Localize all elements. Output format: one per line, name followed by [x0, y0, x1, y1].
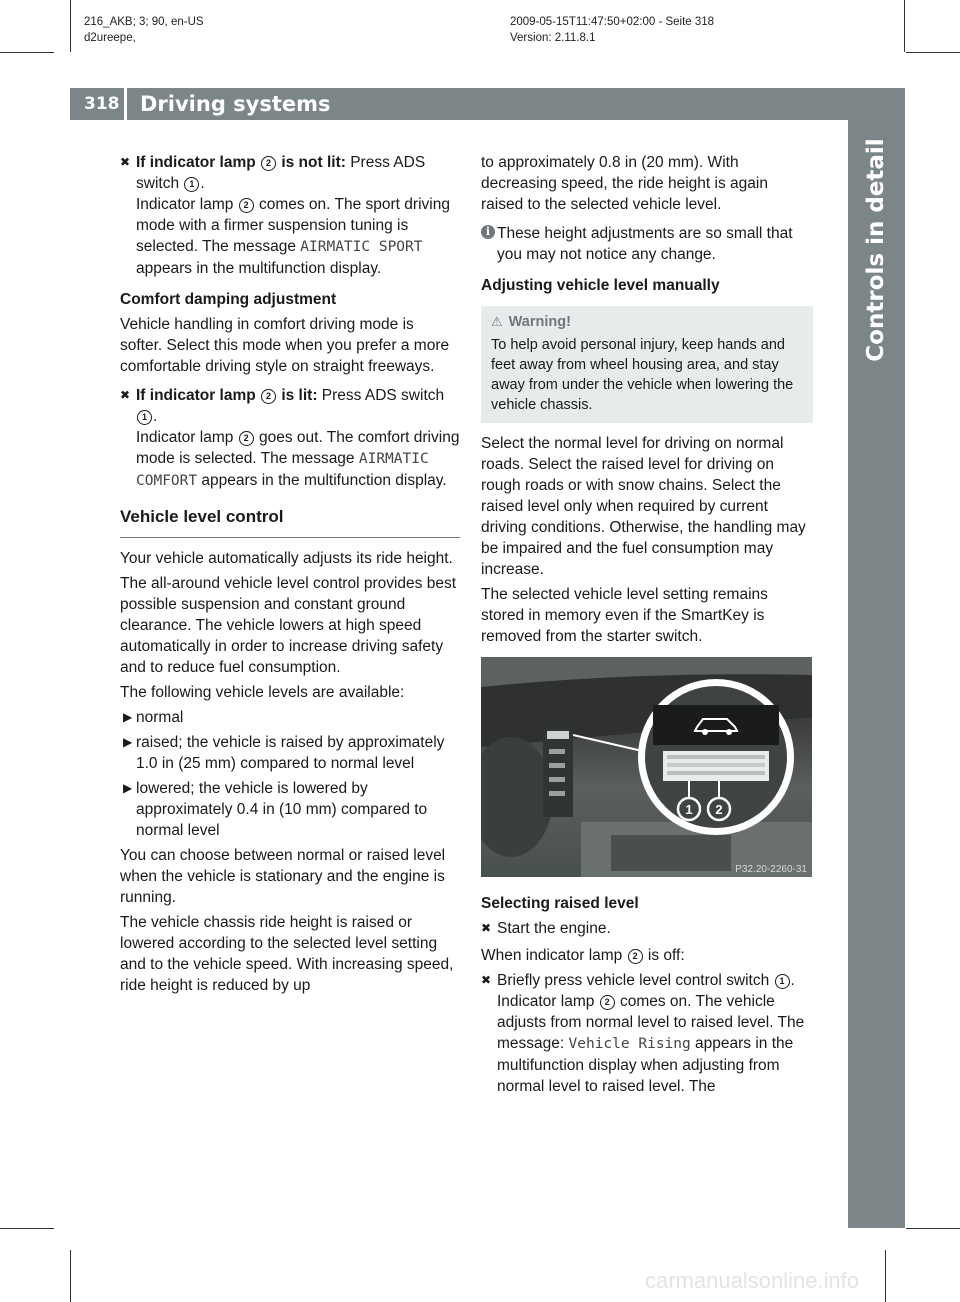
text-fragment: When indicator lamp	[481, 947, 627, 964]
list-item	[120, 778, 460, 841]
paragraph: The all-around vehicle level control provides best possible suspension and constant ground clearance. The vehicle lowers at high speed automatically in order to increase driving safety and to reduce fuel consumption.	[120, 575, 457, 676]
step-text: Indicator lamp	[136, 196, 238, 213]
display-message: AIRMATIC SPORT	[300, 239, 423, 255]
info-text: These height adjustments are so small that you may not notice any change.	[497, 225, 793, 263]
step-text: Start the engine.	[497, 920, 611, 937]
step-text: comes on. The vehicle adjusts from normal level to raised level. The message:	[497, 993, 805, 1052]
paragraph: The selected vehicle level setting remains stored in memory even if the SmartKey is removed from the starter switch.	[481, 586, 768, 645]
step-text: Indicator lamp	[136, 429, 238, 446]
callout-number: 2	[239, 431, 254, 446]
subheading: Adjusting vehicle level manually	[481, 277, 720, 294]
dashboard-photo	[481, 657, 812, 877]
step-text: Indicator lamp	[497, 993, 599, 1010]
paragraph: You can choose between normal or raised level when the vehicle is stationary and the engine is running.	[120, 847, 446, 906]
warning-box	[481, 306, 813, 423]
step-text: appears in the multifunction display.	[136, 260, 382, 277]
crop-mark	[0, 1228, 54, 1229]
warning-triangle-icon: ⚠	[491, 314, 503, 329]
step-text: comes on. The sport driving mode with a firmer suspension tuning is selected. The message	[136, 196, 450, 255]
instruction-step	[481, 918, 813, 939]
info-icon: i	[481, 225, 495, 239]
subheading: Selecting raised level	[481, 895, 639, 912]
list-item	[120, 732, 460, 774]
callout-number: 2	[239, 198, 254, 213]
step-arrow-icon: ✖	[481, 973, 492, 987]
crop-mark	[0, 52, 54, 53]
callout-number: 2	[261, 389, 276, 404]
crop-mark	[885, 1250, 886, 1302]
subheading: Comfort damping adjustment	[120, 291, 337, 308]
meta-line: 216_AKB; 3; 90, en-US	[84, 16, 204, 28]
step-text: goes out. The comfort driving mode is selected. The message	[136, 429, 460, 467]
text-fragment: is off:	[643, 947, 685, 964]
callout-number: 1	[184, 177, 199, 192]
warning-title: Warning!	[508, 314, 571, 330]
warning-title-row	[491, 312, 803, 332]
info-note	[481, 223, 813, 265]
list-item	[120, 707, 460, 728]
left-column	[120, 152, 460, 1000]
callout-number: 1	[137, 410, 152, 425]
page-number: 318	[84, 94, 120, 114]
callout-number: 1	[775, 974, 790, 989]
side-tab-label: Controls in detail	[863, 138, 889, 362]
paragraph: Vehicle handling in comfort driving mode is softer. Select this mode when you prefer a more comfortable driving style on straight freeways.	[120, 316, 450, 375]
meta-line: 2009-05-15T11:47:50+02:00 - Seite 318	[510, 16, 715, 28]
step-label: If indicator lamp	[136, 154, 261, 171]
paragraph: The vehicle chassis ride height is raised or lowered according to the selected level setting and to the vehicle speed. With increasing speed, ride height is reduced by up	[120, 914, 454, 994]
step-text: Press ADS switch	[317, 387, 445, 404]
bullet-icon: ▶	[123, 781, 133, 795]
print-meta-left	[84, 14, 204, 46]
footer-watermark: carmanualsonline.info	[645, 1268, 860, 1293]
print-meta-right	[510, 14, 714, 46]
step-label: is not lit:	[277, 154, 346, 171]
callout-number: 2	[261, 156, 276, 171]
paragraph: Select the normal level for driving on normal roads. Select the raised level for driving on rough roads or with snow chains. Select the raised level only when required by current driving conditions. Otherwise, the handling may be impaired and the fuel consumption may increase.	[481, 435, 806, 578]
callout-number: 2	[628, 949, 643, 964]
crop-mark	[906, 52, 960, 53]
list-item-text: lowered; the vehicle is lowered by approximately 0.4 in (10 mm) compared to normal level	[136, 780, 428, 839]
warning-text: To help avoid personal injury, keep hands and feet away from wheel housing area, and stay away from under the vehicle when lowering the vehicle chassis.	[491, 337, 794, 413]
step-text: Briefly press vehicle level control switch	[497, 972, 774, 989]
crop-mark	[906, 1228, 960, 1229]
step-text: Press ADS switch	[136, 154, 426, 192]
callout-number: 2	[715, 802, 723, 817]
paragraph: The following vehicle levels are available:	[120, 684, 405, 701]
dashboard-illustration	[481, 657, 812, 877]
step-arrow-icon: ✖	[120, 388, 131, 402]
instruction-step: ✖ Briefly press vehicle level control switch 1 . Indicator lamp 2 comes on. The vehicle adjusts from normal level to raised level. The message: Vehicle Rising appears in the multifunction display when adjusting from normal level to raised level. The	[481, 972, 805, 1095]
paragraph	[481, 945, 813, 966]
step-arrow-icon: ✖	[120, 155, 131, 169]
paragraph: Your vehicle automatically adjusts its ride height.	[120, 550, 453, 567]
meta-line: Version: 2.11.8.1	[510, 32, 596, 44]
paragraph: to approximately 0.8 in (20 mm). With decreasing speed, the ride height is again raised to the selected vehicle level.	[481, 154, 768, 213]
list-item-text: normal	[136, 709, 184, 726]
crop-mark	[70, 0, 71, 52]
step-text: appears in the multifunction display.	[197, 472, 447, 489]
list-item-text: raised; the vehicle is raised by approximately 1.0 in (25 mm) compared to normal level	[136, 734, 445, 772]
right-column	[481, 152, 813, 1103]
step-label: is lit:	[277, 387, 318, 404]
section-title: Driving systems	[140, 92, 331, 116]
instruction-step: ✖ If indicator lamp 2 is lit: Press ADS switch 1 . Indicator lamp 2 goes out. The comfort driving mode is selected. The message AIRMATIC COMFORT appears in the multifunction display.	[120, 387, 460, 489]
step-label: If indicator lamp	[136, 387, 261, 404]
crop-mark	[70, 1250, 71, 1302]
header-divider	[124, 56, 127, 120]
meta-line: d2ureepe,	[84, 32, 136, 44]
photo-code: P32.20-2260-31	[735, 864, 807, 875]
bullet-icon: ▶	[123, 710, 133, 724]
bullet-icon: ▶	[123, 735, 133, 749]
instruction-step: ✖ If indicator lamp 2 is not lit: Press ADS switch 1 . Indicator lamp 2 comes on. The sport driving mode with a firmer suspension tuning is selected. The message AIRMATIC SPORT appears in the multifunction display.	[120, 154, 450, 277]
callout-number: 1	[685, 802, 693, 817]
callout-number: 2	[600, 995, 615, 1010]
display-message: AIRMATIC COMFORT	[136, 451, 429, 489]
crop-mark	[904, 0, 905, 52]
section-heading: Vehicle level control	[120, 506, 460, 538]
display-message: Vehicle Rising	[568, 1036, 691, 1052]
step-text: appears in the multifunction display when adjusting from normal level to raised level. The	[497, 1035, 794, 1095]
step-arrow-icon: ✖	[481, 921, 492, 935]
